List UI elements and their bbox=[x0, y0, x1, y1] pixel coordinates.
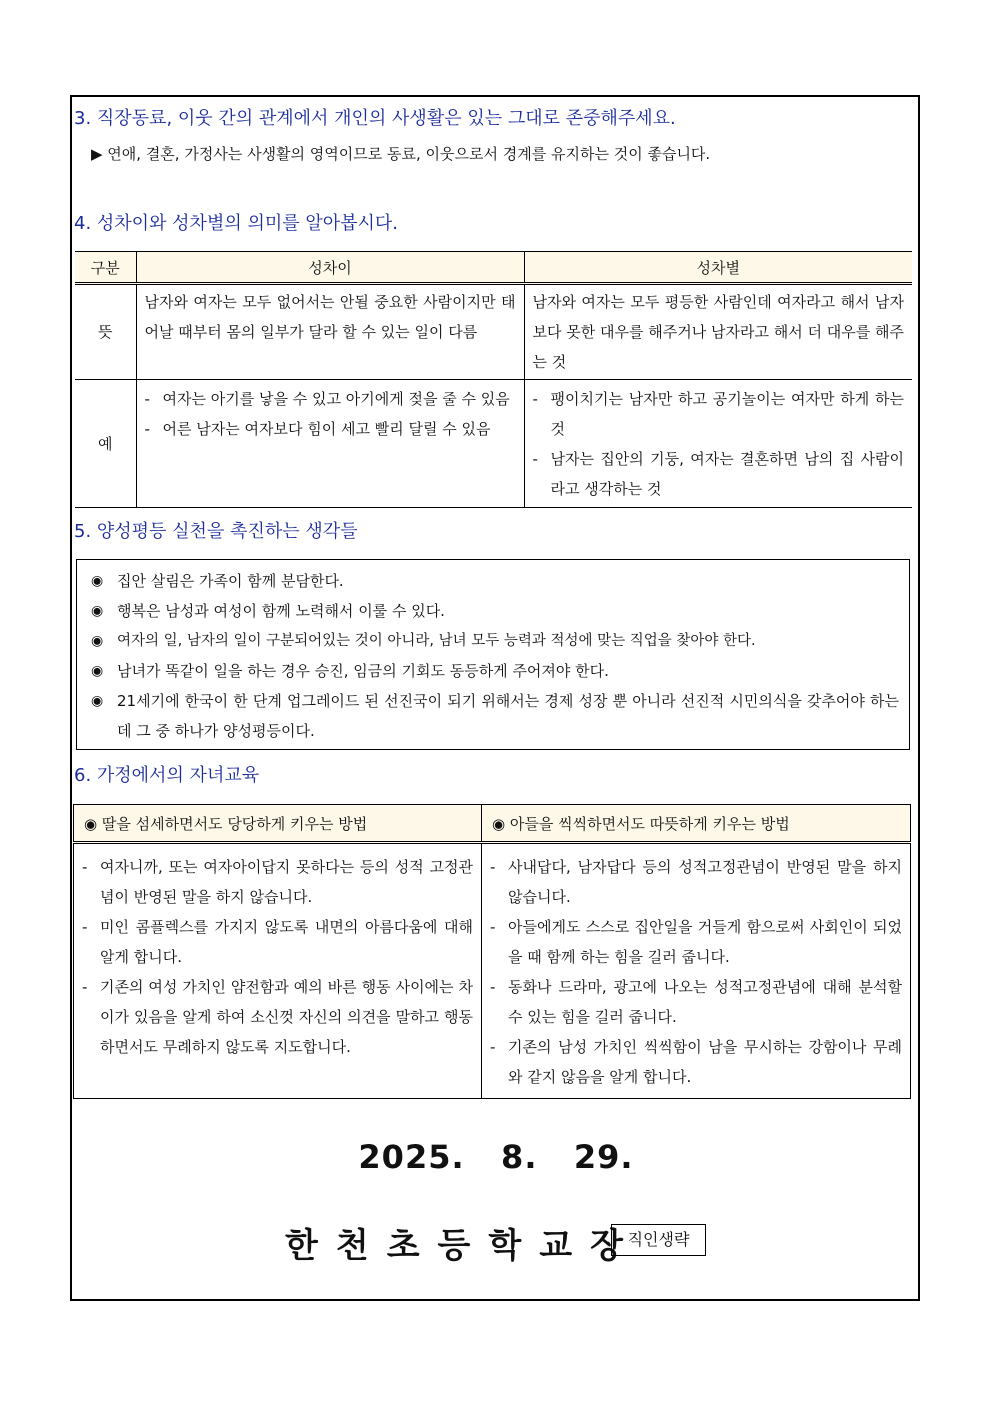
meaning-difference: 남자와 여자는 모두 없어서는 안될 중요한 사람이지만 태어날 때부터 몸의 일부가 달라 할 수 있는 일이 다름 bbox=[136, 284, 524, 380]
list-item: ◉ 남녀가 똑같이 일을 하는 경우 승진, 임금의 기회도 동등하게 주어져야 한다. bbox=[91, 656, 899, 686]
row-label-example: 예 bbox=[75, 380, 136, 508]
row-label-meaning: 뜻 bbox=[75, 284, 136, 380]
table-row bbox=[75, 380, 912, 508]
list-item: - 어른 남자는 여자보다 힘이 세고 빨리 달릴 수 있음 bbox=[144, 420, 491, 438]
section5-heading: 5. 양성평등 실천을 촉진하는 생각들 bbox=[74, 521, 358, 542]
list-item: - 팽이치기는 남자만 하고 공기놀이는 여자만 하게 하는 것 bbox=[532, 390, 904, 438]
daughter-method-title: ◉ 딸을 섬세하면서도 당당하게 키우는 방법 bbox=[74, 805, 482, 843]
son-method-list bbox=[482, 843, 911, 1099]
bullet-icon: ◉ bbox=[91, 693, 104, 709]
list-item: ◉ 행복은 남성과 여성이 함께 노력해서 이룰 수 있다. bbox=[91, 596, 899, 626]
principal-signature: 한천초등학교장 bbox=[285, 1226, 641, 1266]
example-discrimination bbox=[524, 380, 912, 508]
list-item: - 아들에게도 스스로 집안일을 거들게 함으로써 사회인이 되었을 때 함께 하는 힘을 길러 줍니다. bbox=[490, 918, 902, 966]
table-row bbox=[75, 284, 912, 380]
document-date: 2025. 8. 29. bbox=[358, 1138, 634, 1176]
header-discrimination: 성차별 bbox=[524, 252, 912, 284]
seal-omitted-box: 직인생략 bbox=[611, 1224, 706, 1256]
gender-difference-table bbox=[75, 251, 912, 508]
daughter-method-list bbox=[74, 843, 482, 1099]
list-item: - 남자는 집안의 기둥, 여자는 결혼하면 남의 집 사람이라고 생각하는 것 bbox=[532, 450, 904, 498]
bullet-icon: ◉ bbox=[91, 633, 104, 649]
section3-heading: 3. 직장동료, 이웃 간의 관계에서 개인의 사생활은 있는 그대로 존중해주세요. bbox=[74, 108, 676, 129]
meaning-discrimination: 남자와 여자는 모두 평등한 사람인데 여자라고 해서 남자보다 못한 대우를 해주거나 남자라고 해서 더 대우를 해주는 것 bbox=[524, 284, 912, 380]
list-item: - 여자니까, 또는 여자아이답지 못하다는 등의 성적 고정관념이 반영된 말을 하지 않습니다. bbox=[82, 858, 473, 906]
list-item: ◉ 집안 살림은 가족이 함께 분담한다. bbox=[91, 566, 899, 596]
header-category: 구분 bbox=[75, 252, 136, 284]
list-item: - 사내답다, 남자답다 등의 성적고정관념이 반영된 말을 하지 않습니다. bbox=[490, 858, 902, 906]
list-item: - 기존의 여성 가치인 얌전함과 예의 바른 행동 사이에는 차이가 있음을 알게 하여 소신껏 자신의 의견을 말하고 행동하면서도 무례하지 않도록 지도합니다. bbox=[82, 978, 473, 1056]
child-education-table bbox=[73, 804, 911, 1099]
example-difference bbox=[136, 380, 524, 508]
list-item: - 여자는 아기를 낳을 수 있고 아기에게 젖을 줄 수 있음 bbox=[144, 390, 510, 408]
list-item: ◉ 21세기에 한국이 한 단계 업그레이드 된 선진국이 되기 위해서는 경제 성장 뿐 아니라 선진적 시민의식을 갖추어야 하는데 그 중 하나가 양성평등이다. bbox=[91, 686, 899, 746]
list-item: ◉ 여자의 일, 남자의 일이 구분되어있는 것이 아니라, 남녀 모두 능력과 적성에 맞는 직업을 찾아야 한다. bbox=[91, 626, 899, 656]
bullet-icon: ◉ bbox=[91, 603, 104, 619]
bullet-icon: ◉ bbox=[91, 573, 104, 589]
bullet-icon: ◉ bbox=[91, 663, 104, 679]
section3-note: ▶ 연애, 결혼, 가정사는 사생활의 영역이므로 동료, 이웃으로서 경계를 유지하는 것이 좋습니다. bbox=[91, 145, 711, 163]
son-method-title: ◉ 아들을 씩씩하면서도 따뜻하게 키우는 방법 bbox=[482, 805, 911, 843]
list-item: - 동화나 드라마, 광고에 나오는 성적고정관념에 대해 분석할 수 있는 힘을 길러 줍니다. bbox=[490, 978, 902, 1026]
equality-ideas-box bbox=[76, 559, 910, 750]
header-difference: 성차이 bbox=[136, 252, 524, 284]
list-item: - 기존의 남성 가치인 씩씩함이 남을 무시하는 강함이나 무례와 같지 않음을 알게 합니다. bbox=[490, 1038, 902, 1086]
section6-heading: 6. 가정에서의 자녀교육 bbox=[74, 765, 260, 786]
section4-heading: 4. 성차이와 성차별의 의미를 알아봅시다. bbox=[74, 213, 398, 234]
list-item: - 미인 콤플렉스를 가지지 않도록 내면의 아름다움에 대해 알게 합니다. bbox=[82, 918, 473, 966]
